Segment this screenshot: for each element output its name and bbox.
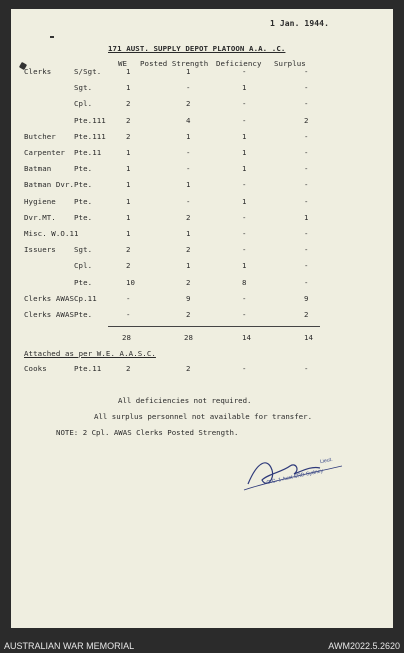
cell-we: 1 xyxy=(126,83,131,93)
cell-trade: Misc. W.O.11 xyxy=(24,229,79,238)
table-row xyxy=(24,245,354,256)
cell-def: 1 xyxy=(242,148,247,157)
total-deficiency: 14 xyxy=(242,333,252,342)
cell-trade: Clerks AWAS xyxy=(24,310,75,319)
cell-posted: - xyxy=(186,148,191,157)
attached-heading: Attached as per W.E. A.A.S.C. xyxy=(24,349,156,358)
cell-def: 1 xyxy=(242,164,247,174)
table-row xyxy=(24,83,354,94)
cell-posted: 2 xyxy=(186,212,191,222)
signature-block xyxy=(238,452,348,500)
cell-we: 1 xyxy=(126,164,131,174)
cell-we: 1 xyxy=(126,67,131,76)
cell-def: 1 xyxy=(242,131,247,141)
cell-sur: 2 xyxy=(304,310,309,319)
table-row xyxy=(24,116,354,127)
table-row xyxy=(24,261,354,272)
cell-we: - xyxy=(126,310,131,319)
footer-institution: AUSTRALIAN WAR MEMORIAL xyxy=(4,641,135,651)
cell-trade: Hygiene xyxy=(24,196,56,206)
ink-dot xyxy=(50,36,54,38)
cell-rank: Pte. xyxy=(74,212,93,222)
total-posted: 28 xyxy=(184,333,194,342)
table-row xyxy=(24,213,354,224)
col-posted: Posted Strength xyxy=(140,59,209,68)
cell-posted: 1 xyxy=(186,261,191,271)
cell-rank: Cpl. xyxy=(74,99,93,109)
archive-footer xyxy=(0,638,404,653)
cell-posted: 2 xyxy=(186,99,191,109)
cell-we: 10 xyxy=(126,277,136,287)
cell-rank: Pte.11 xyxy=(74,148,102,157)
cell-rank: Pte.111 xyxy=(74,115,106,125)
document-title: 171 AUST. SUPPLY DEPOT PLATOON A.A. .C. xyxy=(108,44,286,53)
col-deficiency: Deficiency xyxy=(216,59,262,68)
cell-trade: Clerks AWAS xyxy=(24,293,75,303)
cell-def: 8 xyxy=(242,277,247,287)
cell-we: 2 xyxy=(126,99,131,109)
cell-def: - xyxy=(242,99,247,109)
table-row xyxy=(24,99,354,110)
cell-posted: 9 xyxy=(186,293,191,303)
cell-posted: 4 xyxy=(186,115,191,125)
cell-rank: Cpl. xyxy=(74,261,93,271)
total-we: 28 xyxy=(122,333,132,342)
cell-def: - xyxy=(242,293,247,303)
cell-posted: - xyxy=(186,83,191,93)
cell-posted: 2 xyxy=(186,245,191,255)
cell-we: 1 xyxy=(126,229,131,238)
cell-posted: 2 xyxy=(186,277,191,287)
cell-rank: Pte. xyxy=(74,310,93,319)
cell-def: - xyxy=(242,212,247,222)
cell-trade: Batman xyxy=(24,164,52,174)
col-we: WE xyxy=(118,59,128,68)
cell-def: - xyxy=(242,310,247,319)
cell-rank: Pte. xyxy=(74,277,93,287)
note-awas: NOTE: 2 Cpl. AWAS Clerks Posted Strength. xyxy=(56,428,239,437)
note-deficiencies: All deficiencies not required. xyxy=(118,396,252,405)
cell-def: 1 xyxy=(242,261,247,271)
table-row xyxy=(24,180,354,191)
cell-posted: 1 xyxy=(186,229,191,238)
signature-unit: O.C. 1 Aust SRD Sydney xyxy=(266,468,324,486)
table-row xyxy=(24,67,354,78)
cell-trade: Batman Dvr. xyxy=(24,180,75,190)
cell-sur: 9 xyxy=(304,293,309,303)
cell-posted: 1 xyxy=(186,67,191,76)
footer-accession: AWM2022.5.2620 xyxy=(328,641,400,651)
cell-sur: - xyxy=(304,99,309,109)
cell-def: - xyxy=(242,229,247,238)
table-row xyxy=(24,132,354,143)
cell-rank: Pte. xyxy=(74,180,93,190)
cell-we: 2 xyxy=(126,131,131,141)
cell-trade: Butcher xyxy=(24,131,56,141)
cell-rank: Pte. xyxy=(74,196,93,206)
cell-posted: - xyxy=(186,164,191,174)
cell-sur: - xyxy=(304,148,309,157)
cell-sur: - xyxy=(304,131,309,141)
cell-sur: - xyxy=(304,164,309,174)
totals-row xyxy=(24,333,354,344)
cell-sur: - xyxy=(304,261,309,271)
cell-def: 1 xyxy=(242,196,247,206)
cell-sur: - xyxy=(304,277,309,287)
table-row xyxy=(24,164,354,175)
cell-sur: - xyxy=(304,83,309,93)
cell-we: 2 xyxy=(126,261,131,271)
cell-sur: - xyxy=(304,196,309,206)
cell-sur: 2 xyxy=(304,115,309,125)
cell-rank: Pte. xyxy=(74,164,93,174)
cell-def: - xyxy=(242,67,247,76)
cell-trade: Clerks xyxy=(24,67,52,76)
cell-sur: - xyxy=(304,245,309,255)
table-row xyxy=(24,229,354,240)
cell-posted: 1 xyxy=(186,180,191,190)
cell-trade: Carpenter xyxy=(24,148,65,157)
cell-rank: Sgt. xyxy=(74,245,93,255)
table-row xyxy=(24,148,354,159)
cell-sur: 1 xyxy=(304,212,309,222)
table-row xyxy=(24,278,354,289)
cell-sur: - xyxy=(304,229,309,238)
cell-we: 2 xyxy=(126,245,131,255)
table-row xyxy=(24,197,354,208)
table-row xyxy=(24,310,354,321)
cell-posted: - xyxy=(186,196,191,206)
cell-rank: Sgt. xyxy=(74,83,93,93)
cell-trade: Issuers xyxy=(24,245,56,255)
cell-we: 1 xyxy=(126,180,131,190)
cell-we: 1 xyxy=(126,148,131,157)
cell-def: - xyxy=(242,245,247,255)
cell-we: 2 xyxy=(126,115,131,125)
cell-we: - xyxy=(126,293,131,303)
cell-def: - xyxy=(242,180,247,190)
cell-def: 1 xyxy=(242,83,247,93)
cell-trade: Dvr.MT. xyxy=(24,212,56,222)
cell-sur: - xyxy=(304,180,309,190)
cell-rank: S/Sgt. xyxy=(74,67,102,76)
cell-we: 1 xyxy=(126,212,131,222)
cell-def: - xyxy=(242,115,247,125)
cell-we: 1 xyxy=(126,196,131,206)
cell-sur: - xyxy=(304,67,309,76)
table-row xyxy=(24,294,354,305)
cell-posted: 1 xyxy=(186,131,191,141)
total-surplus: 14 xyxy=(304,333,314,342)
document-date: 1 Jan. 1944. xyxy=(270,19,329,28)
cell-rank: Cp.11 xyxy=(74,293,97,303)
cell-posted: 2 xyxy=(186,310,191,319)
signature-rank: Lieut. xyxy=(319,456,334,466)
cell-rank: Pte.111 xyxy=(74,131,106,141)
note-surplus: All surplus personnel not available for transfer. xyxy=(94,412,313,421)
totals-rule xyxy=(108,326,320,327)
attached-row: Cooks Pte.11 2 2 - - xyxy=(24,364,309,373)
col-surplus: Surplus xyxy=(274,59,306,68)
